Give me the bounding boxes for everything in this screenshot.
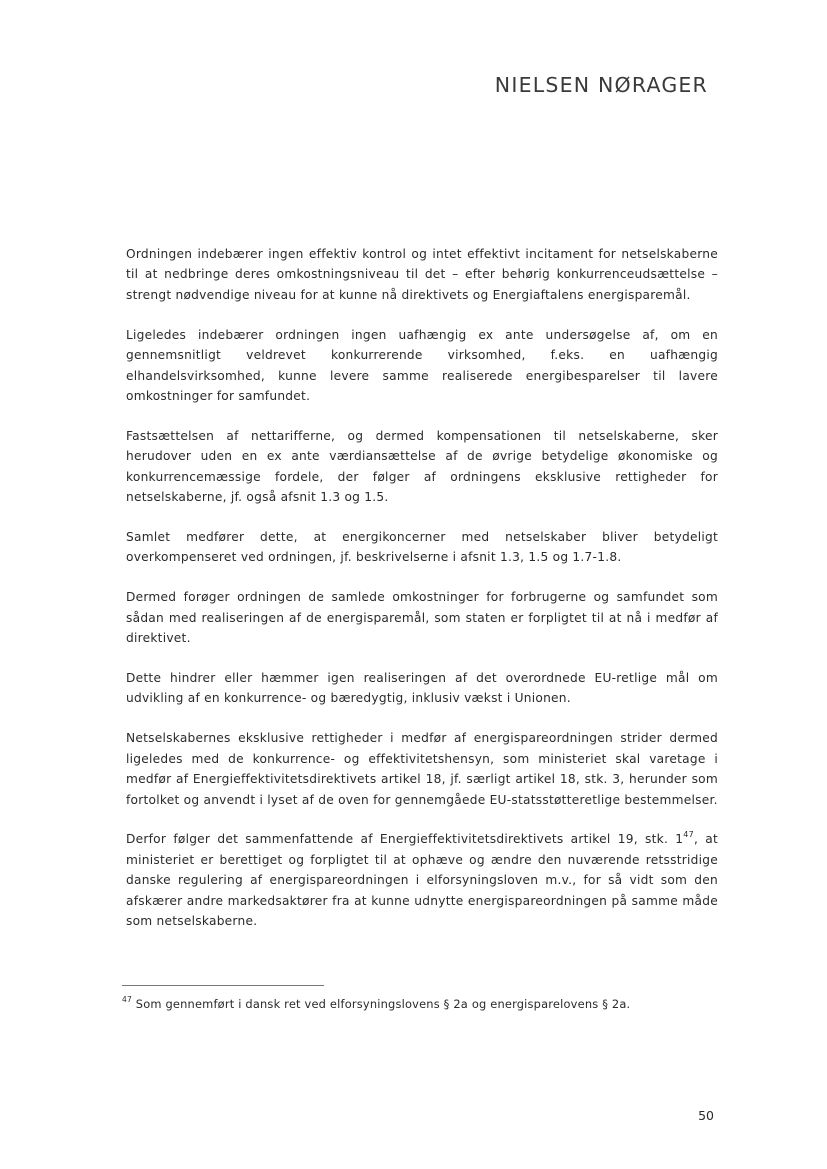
paragraph: Dermed forøger ordningen de samlede omkostninger for forbrugerne og samfundet som sådan med realiseringen af de energisparemål, som staten er forpligtet til at nå i medfør af direktivet. — [126, 590, 718, 646]
footnote — [122, 996, 722, 1012]
paragraph: Samlet medfører dette, at energikoncerner med netselskaber bliver betydeligt overkompenseret ved ordningen, jf. beskrivelserne i afsnit 1.3, 1.5 og 1.7-1.8. — [126, 529, 718, 565]
paragraph: Ordningen indebærer ingen effektiv kontrol og intet effektivt incitament for netselskaberne til at nedbringe deres omkostningsniveau til det – efter behørig konkurrenceudsættelse – strengt nødvendige niveau for at kunne nå direktivets og Energiaftalens energisparemål. — [126, 247, 718, 302]
paragraph-text-end: , at ministeriet er berettiget og forpligtet til at ophæve og ændre den nuværende retsstridige danske regulering af energispareordningen i elforsyningsloven m.v., for så vidt som den afskærer andre markedsaktører fra at kunne udnytte energispareordningen på samme måde som netselskaberne. — [126, 832, 718, 929]
paragraph: Fastsættelsen af nettarifferne, og dermed kompensationen til netselskaberne, sker herudover uden en ex ante værdiansættelse af de øvrige betydelige økonomiske og konkurrencemæssige fordele, der følger af ordningens eksklusive rettigheder for netselskaberne, jf. også afsnit 1.3 og 1.5. — [126, 428, 718, 505]
paragraph-last — [126, 829, 718, 931]
footnote-divider — [122, 985, 324, 986]
paragraph: Netselskabernes eksklusive rettigheder i medfør af energispareordningen strider dermed ligeledes med de konkurrence- og effektivitetshensyn, som ministeriet skal varetage i medfør af Energieffektivitetsdirektivets artikel 18, jf. særligt artikel 18, stk. 3, herunder som fortolket og anvendt i lyset af de oven for gennemgåede EU-statsstøtteretlige bestemmelser. — [126, 731, 718, 807]
paragraph: Dette hindrer eller hæmmer igen realiseringen af det overordnede EU-retlige mål om udvikling af en konkurrence- og bæredygtig, inklusiv vækst i Unionen. — [126, 671, 718, 706]
footnote-text: Som gennemført i dansk ret ved elforsyningslovens § 2a og energisparelovens § 2a. — [131, 997, 631, 1011]
page-number: 50 — [698, 1108, 714, 1123]
footnote-reference[interactable]: 47 — [683, 830, 694, 840]
body-text — [126, 244, 718, 951]
brand-header: NIELSEN NØRAGER — [494, 73, 708, 97]
paragraph: Ligeledes indebærer ordningen ingen uafhængig ex ante undersøgelse af, om en gennemsnitligt veldrevet konkurrerende virksomhed, f.eks. en uafhængig elhandelsvirksomhed, kunne levere samme realiserede energibesparelser til lavere omkostninger for samfundet. — [126, 327, 718, 403]
paragraph-text-start: Derfor følger det sammenfattende af Energieffektivitetsdirektivets artikel 19, stk. 1 — [126, 832, 684, 847]
footnote-number: 47 — [122, 995, 132, 1005]
